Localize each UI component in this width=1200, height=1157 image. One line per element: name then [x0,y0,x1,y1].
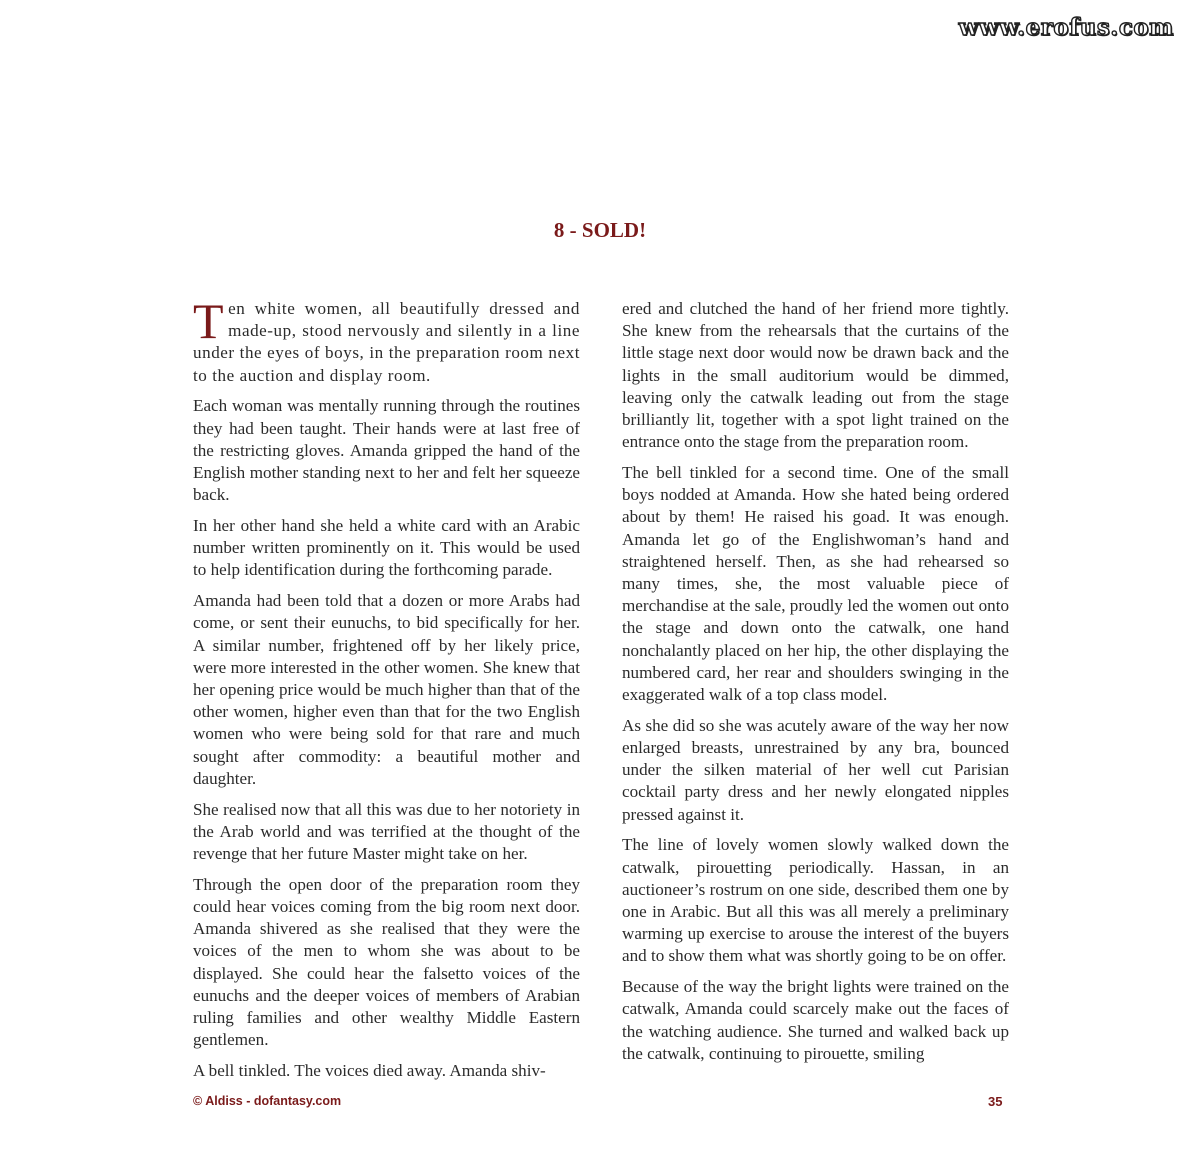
chapter-title: 8 - SOLD! [553,218,647,242]
paragraph: As she did so she was acutely aware of the way her now enlarged breasts, unrestrained by any bra, bounced under the silken material of her well cut Parisian cocktail party dress and her newly elongated nipples pressed against it. [622,715,1009,824]
paragraph: Each woman was mentally running through the routines they had been taught. Their hands were at last free of the restricting gloves. Amanda gripped the hand of the English mother standing next to her and felt her squeeze back. [193,396,580,505]
paragraph: The line of lovely women slowly walked down the catwalk, pirouetting periodically. Hassan, in an auctioneer’s rostrum on one side, described them one by one in Arabic. But all this was all merely a preliminary warming up exercise to arouse the interest of the buyers and to show them what was shortly going to be on offer. [622,835,1009,966]
right-text-column [622,298,1009,1074]
first-paragraph [193,293,580,387]
paragraph: The bell tinkled for a second time. One of the small boys nodded at Amanda. How she hated being ordered about by them! He raised his goad. It was enough. Amanda let go of the Englishwoman’s hand and straightened herself. Then, as she had rehearsed so many times, she, the most valuable piece of merchandise at the sale, proudly led the women out onto the stage and down onto the catwalk, one hand nonchalantly placed on her hip, the other displaying the numbered card, her rear and shoulders swinging in the exaggerated walk of a top class model. [622,463,1009,705]
first-paragraph-text: en white women, all beautifully dressed and made-up, stood nervously and silently in a line under the eyes of boys, in the preparation room next to the auction and display room. [193,299,580,385]
paragraph: In her other hand she held a white card with an Arabic number written prominently on it. This would be used to help identification during the forthcoming parade. [193,516,580,580]
paragraph: Through the open door of the preparation room they could hear voices coming from the big room next door. Amanda shivered as she realised that they were the voices of the men to whom she was about to be displayed. She could hear the falsetto voices of the eunuchs and the deeper voices of members of Arabian ruling families and other wealthy Middle Eastern gentlemen. [193,874,580,1050]
paragraph: Amanda had been told that a dozen or more Arabs had come, or sent their eunuchs, to bid specifically for her. A similar number, frightened off by her likely price, were more interested in the other women. She knew that her opening price would be much higher than that of the other women, higher even than that for the two English women who were being sold for that rare and much sought after commodity: a beautiful mother and daughter. [193,591,580,788]
paragraph: ered and clutched the hand of her friend more tightly. She knew from the rehearsals that the curtains of the little stage next door would now be drawn back and the lights in the small auditorium would be dimmed, leaving only the catwalk leading out from the stage brilliantly lit, together with a spot light trained on the entrance onto the stage from the preparation room. [622,299,1009,452]
drop-cap: T [193,293,225,349]
paragraph: She realised now that all this was due to her notoriety in the Arab world and was terrified at the thought of the revenge that her future Master might take on her. [193,799,580,864]
footer-copyright: © Aldiss - dofantasy.com [193,1094,342,1108]
paragraph: Because of the way the bright lights were trained on the catwalk, Amanda could scarcely make out the faces of the watching audience. She turned and walked back up the catwalk, continuing to pirouette, smiling [622,977,1009,1063]
page-number: 35 [988,1094,1003,1109]
paragraph: A bell tinkled. The voices died away. Amanda shiv- [193,1061,546,1081]
left-text-column [193,293,580,1091]
watermark-text: www.erofus.com [958,14,1174,41]
